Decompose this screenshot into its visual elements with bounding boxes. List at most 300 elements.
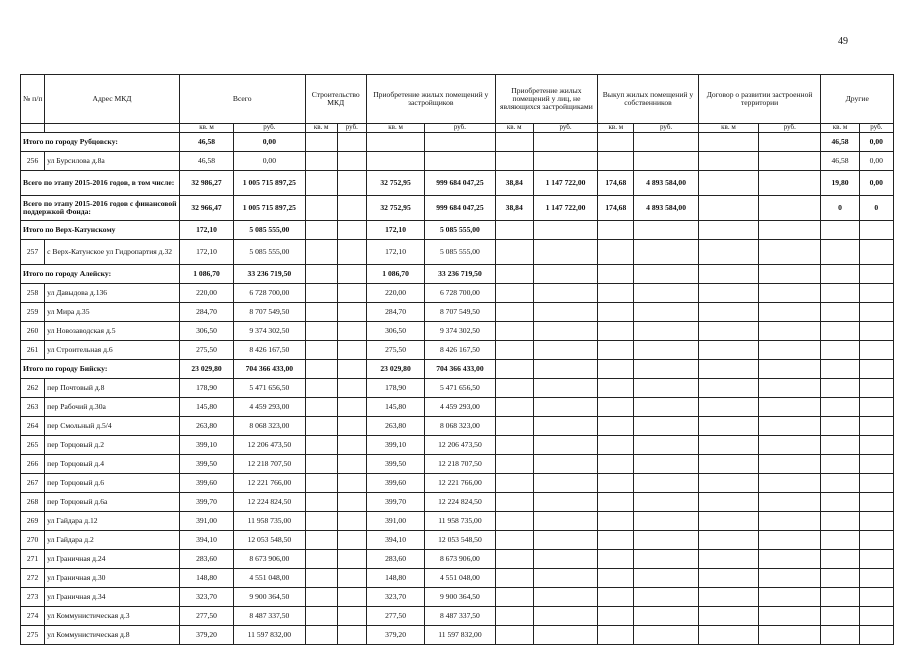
row-cell	[305, 436, 337, 455]
row-cell	[598, 588, 634, 607]
row-cell: 277,50	[179, 607, 233, 626]
row-cell: 284,70	[366, 303, 424, 322]
row-cell	[305, 379, 337, 398]
summary-label: Итого по городу Рубцовску:	[21, 133, 180, 152]
row-address: ул Гайдара д.2	[45, 531, 180, 550]
row-cell	[759, 360, 821, 379]
row-cell: 0,00	[859, 152, 893, 171]
row-cell	[337, 360, 366, 379]
row-cell	[821, 284, 859, 303]
row-cell: 5 085 555,00	[234, 240, 305, 265]
row-cell	[759, 436, 821, 455]
row-cell	[425, 152, 495, 171]
row-cell	[634, 512, 698, 531]
page-number: 49	[838, 36, 848, 47]
row-cell	[698, 436, 758, 455]
row-cell: 283,60	[366, 550, 424, 569]
row-cell	[759, 569, 821, 588]
row-cell: 284,70	[179, 303, 233, 322]
row-cell	[337, 379, 366, 398]
row-cell: 8 068 323,00	[234, 417, 305, 436]
row-cell	[821, 588, 859, 607]
row-cell	[759, 455, 821, 474]
row-cell	[821, 493, 859, 512]
row-cell	[698, 379, 758, 398]
row-cell	[305, 303, 337, 322]
table-row	[21, 607, 894, 626]
row-cell	[859, 626, 893, 645]
row-cell	[495, 152, 533, 171]
row-cell: 399,60	[366, 474, 424, 493]
row-cell	[859, 322, 893, 341]
row-address: пер Смольный д.5/4	[45, 417, 180, 436]
row-cell	[598, 152, 634, 171]
row-cell	[634, 436, 698, 455]
row-address: пер Торцовый д.6а	[45, 493, 180, 512]
row-cell: 999 684 047,25	[425, 171, 495, 196]
row-cell	[598, 512, 634, 531]
row-cell	[698, 322, 758, 341]
summary-label: Всего по этапу 2015-2016 годов, в том числе:	[21, 171, 180, 196]
row-cell	[859, 493, 893, 512]
row-cell	[821, 607, 859, 626]
header-buyout: Выкуп жилых помещений у собственников	[598, 75, 699, 124]
row-cell	[821, 221, 859, 240]
row-cell	[634, 360, 698, 379]
row-cell	[533, 284, 597, 303]
row-cell	[698, 152, 758, 171]
row-address: с Верх-Катунское ул Гидропартия д.32	[45, 240, 180, 265]
row-cell	[821, 360, 859, 379]
row-cell: 4 459 293,00	[234, 398, 305, 417]
row-cell: 8 426 167,50	[234, 341, 305, 360]
unit-label: кв. м	[179, 124, 233, 133]
row-cell	[533, 607, 597, 626]
row-cell: 145,80	[179, 398, 233, 417]
row-cell	[337, 512, 366, 531]
row-cell	[821, 303, 859, 322]
row-cell	[759, 240, 821, 265]
resettlement-table	[20, 74, 894, 645]
row-cell: 0,00	[859, 133, 893, 152]
row-cell	[495, 341, 533, 360]
row-cell	[598, 360, 634, 379]
row-cell	[759, 284, 821, 303]
row-cell	[305, 152, 337, 171]
row-cell	[337, 133, 366, 152]
row-cell	[634, 379, 698, 398]
row-cell	[759, 474, 821, 493]
row-cell	[598, 569, 634, 588]
row-cell	[337, 531, 366, 550]
unit-label: кв. м	[698, 124, 758, 133]
row-cell	[634, 455, 698, 474]
row-number: 270	[21, 531, 45, 550]
row-cell	[337, 474, 366, 493]
row-cell	[634, 417, 698, 436]
summary-row	[21, 133, 894, 152]
row-cell	[533, 569, 597, 588]
row-cell: 399,70	[179, 493, 233, 512]
row-cell: 399,50	[179, 455, 233, 474]
row-cell	[598, 379, 634, 398]
row-cell: 4 893 584,00	[634, 171, 698, 196]
row-cell	[305, 133, 337, 152]
table-row	[21, 303, 894, 322]
row-address: пер Торцовый д.2	[45, 436, 180, 455]
row-cell	[533, 588, 597, 607]
row-cell	[634, 493, 698, 512]
row-cell: 391,00	[179, 512, 233, 531]
row-cell	[821, 341, 859, 360]
row-cell	[598, 221, 634, 240]
row-cell	[337, 171, 366, 196]
row-cell	[337, 569, 366, 588]
table-row	[21, 240, 894, 265]
row-cell	[305, 341, 337, 360]
row-cell	[305, 607, 337, 626]
row-cell: 399,10	[366, 436, 424, 455]
row-cell	[495, 379, 533, 398]
row-cell	[698, 550, 758, 569]
unit-label: руб.	[234, 124, 305, 133]
row-cell: 0,00	[859, 171, 893, 196]
row-cell	[821, 455, 859, 474]
row-cell	[305, 626, 337, 645]
row-cell: 1 147 722,00	[533, 196, 597, 221]
row-cell	[821, 550, 859, 569]
row-cell	[634, 569, 698, 588]
row-cell	[495, 626, 533, 645]
row-cell	[337, 152, 366, 171]
row-cell	[305, 569, 337, 588]
row-cell	[759, 626, 821, 645]
row-cell: 5 085 555,00	[425, 221, 495, 240]
row-cell: 172,10	[179, 221, 233, 240]
row-cell	[821, 531, 859, 550]
table-row	[21, 569, 894, 588]
row-cell	[634, 607, 698, 626]
unit-label: кв. м	[821, 124, 859, 133]
row-cell	[337, 588, 366, 607]
row-cell: 9 374 302,50	[425, 322, 495, 341]
row-cell	[759, 588, 821, 607]
row-cell: 148,80	[366, 569, 424, 588]
summary-row	[21, 221, 894, 240]
row-cell	[305, 196, 337, 221]
row-cell: 220,00	[179, 284, 233, 303]
summary-row	[21, 360, 894, 379]
row-number: 258	[21, 284, 45, 303]
row-cell: 5 471 656,50	[425, 379, 495, 398]
row-cell	[533, 152, 597, 171]
row-cell: 4 551 048,00	[425, 569, 495, 588]
row-cell: 9 900 364,50	[425, 588, 495, 607]
row-cell: 704 366 433,00	[425, 360, 495, 379]
row-cell	[495, 550, 533, 569]
row-cell: 11 597 832,00	[425, 626, 495, 645]
row-cell	[533, 240, 597, 265]
row-number: 266	[21, 455, 45, 474]
row-cell	[495, 493, 533, 512]
header-address: Адрес МКД	[45, 75, 180, 124]
row-cell	[495, 398, 533, 417]
row-cell	[598, 341, 634, 360]
summary-label: Всего по этапу 2015-2016 годов с финансовой поддержкой Фонда:	[21, 196, 180, 221]
row-address: ул Граничная д.34	[45, 588, 180, 607]
row-cell: 306,50	[179, 322, 233, 341]
row-cell	[821, 398, 859, 417]
row-cell	[425, 133, 495, 152]
row-cell	[759, 152, 821, 171]
row-cell: 399,70	[366, 493, 424, 512]
unit-label: руб.	[634, 124, 698, 133]
row-address: ул Коммунистическая д.3	[45, 607, 180, 626]
row-cell	[859, 455, 893, 474]
row-cell: 12 224 824,50	[425, 493, 495, 512]
row-cell: 8 487 337,50	[425, 607, 495, 626]
row-cell	[821, 436, 859, 455]
row-cell: 11 958 735,00	[234, 512, 305, 531]
table-row	[21, 152, 894, 171]
row-cell: 5 085 555,00	[425, 240, 495, 265]
row-cell: 11 597 832,00	[234, 626, 305, 645]
row-cell	[337, 455, 366, 474]
table-row	[21, 417, 894, 436]
row-cell: 12 224 824,50	[234, 493, 305, 512]
summary-row	[21, 171, 894, 196]
row-cell: 379,20	[366, 626, 424, 645]
row-cell: 1 147 722,00	[533, 171, 597, 196]
row-cell	[759, 379, 821, 398]
row-address: ул Граничная д.24	[45, 550, 180, 569]
row-cell: 148,80	[179, 569, 233, 588]
header-territory: Договор о развитии застроенной территории	[698, 75, 821, 124]
row-cell: 399,60	[179, 474, 233, 493]
row-cell	[759, 607, 821, 626]
row-cell	[495, 455, 533, 474]
row-cell	[305, 265, 337, 284]
row-cell	[305, 512, 337, 531]
row-cell	[859, 284, 893, 303]
row-cell: 220,00	[366, 284, 424, 303]
row-cell: 5 471 656,50	[234, 379, 305, 398]
row-cell	[305, 417, 337, 436]
row-cell	[759, 265, 821, 284]
row-cell	[859, 379, 893, 398]
row-cell	[495, 417, 533, 436]
row-cell	[698, 607, 758, 626]
table-body	[21, 133, 894, 645]
unit-label: руб.	[859, 124, 893, 133]
row-cell	[698, 474, 758, 493]
row-cell: 0,00	[234, 152, 305, 171]
row-cell	[305, 588, 337, 607]
row-cell: 4 893 584,00	[634, 196, 698, 221]
row-cell	[533, 221, 597, 240]
row-cell	[859, 474, 893, 493]
row-cell: 178,90	[366, 379, 424, 398]
row-number: 263	[21, 398, 45, 417]
header-purchase-non-developers: Приобретение жилых помещений у лиц, не являющихся застройщиками	[495, 75, 598, 124]
row-cell: 394,10	[366, 531, 424, 550]
unit-label: руб.	[425, 124, 495, 133]
row-cell	[305, 550, 337, 569]
row-cell: 0	[821, 196, 859, 221]
row-address: ул Строительная д.6	[45, 341, 180, 360]
row-number: 259	[21, 303, 45, 322]
row-cell: 172,10	[366, 240, 424, 265]
row-cell	[337, 240, 366, 265]
row-cell	[305, 398, 337, 417]
row-cell	[698, 133, 758, 152]
row-cell	[495, 284, 533, 303]
unit-label: руб.	[533, 124, 597, 133]
row-cell	[495, 303, 533, 322]
row-cell	[759, 171, 821, 196]
row-number: 269	[21, 512, 45, 531]
row-cell	[533, 417, 597, 436]
row-cell: 46,58	[179, 133, 233, 152]
row-cell	[759, 133, 821, 152]
row-cell	[759, 398, 821, 417]
table-row	[21, 531, 894, 550]
row-cell	[859, 588, 893, 607]
row-cell: 38,84	[495, 196, 533, 221]
row-cell: 1 005 715 897,25	[234, 171, 305, 196]
row-cell	[634, 152, 698, 171]
row-cell	[698, 626, 758, 645]
row-cell	[533, 512, 597, 531]
row-number: 272	[21, 569, 45, 588]
row-cell	[634, 550, 698, 569]
row-cell: 283,60	[179, 550, 233, 569]
row-address: пер Рабочий д.30а	[45, 398, 180, 417]
row-cell: 32 966,47	[179, 196, 233, 221]
row-cell	[698, 569, 758, 588]
row-cell	[495, 360, 533, 379]
row-cell	[495, 221, 533, 240]
row-cell	[598, 265, 634, 284]
row-cell	[634, 284, 698, 303]
summary-row	[21, 265, 894, 284]
row-cell	[698, 398, 758, 417]
row-cell	[495, 240, 533, 265]
row-cell: 704 366 433,00	[234, 360, 305, 379]
row-cell: 4 459 293,00	[425, 398, 495, 417]
row-cell	[495, 531, 533, 550]
row-cell: 46,58	[821, 152, 859, 171]
row-cell: 6 728 700,00	[425, 284, 495, 303]
summary-row	[21, 196, 894, 221]
row-cell	[598, 493, 634, 512]
row-cell	[533, 322, 597, 341]
row-cell	[495, 436, 533, 455]
table-row	[21, 341, 894, 360]
row-cell: 8 068 323,00	[425, 417, 495, 436]
row-cell: 9 374 302,50	[234, 322, 305, 341]
row-cell: 33 236 719,50	[425, 265, 495, 284]
row-number: 256	[21, 152, 45, 171]
row-number: 260	[21, 322, 45, 341]
row-cell: 379,20	[179, 626, 233, 645]
row-cell: 32 752,95	[366, 171, 424, 196]
row-cell: 145,80	[366, 398, 424, 417]
row-cell	[533, 398, 597, 417]
row-cell: 172,10	[179, 240, 233, 265]
row-cell	[698, 512, 758, 531]
row-cell	[305, 221, 337, 240]
row-cell: 11 958 735,00	[425, 512, 495, 531]
row-cell: 32 986,27	[179, 171, 233, 196]
row-cell	[337, 196, 366, 221]
row-cell	[598, 284, 634, 303]
row-address: ул Бурсилова д.8а	[45, 152, 180, 171]
summary-label: Итого по Верх-Катунскому	[21, 221, 180, 240]
row-cell	[859, 221, 893, 240]
row-cell	[821, 474, 859, 493]
row-cell	[337, 493, 366, 512]
row-cell	[337, 341, 366, 360]
row-number: 273	[21, 588, 45, 607]
row-cell	[533, 455, 597, 474]
row-address: ул Гайдара д.12	[45, 512, 180, 531]
row-cell: 1 086,70	[179, 265, 233, 284]
row-cell: 263,80	[179, 417, 233, 436]
row-cell	[305, 360, 337, 379]
row-cell	[698, 417, 758, 436]
row-cell	[759, 417, 821, 436]
row-cell	[495, 512, 533, 531]
row-cell: 9 900 364,50	[234, 588, 305, 607]
row-cell	[305, 240, 337, 265]
row-cell	[533, 550, 597, 569]
row-cell: 306,50	[366, 322, 424, 341]
row-cell	[533, 303, 597, 322]
row-cell	[598, 240, 634, 265]
unit-label: кв. м	[598, 124, 634, 133]
table-row	[21, 455, 894, 474]
row-cell	[821, 626, 859, 645]
row-number: 275	[21, 626, 45, 645]
row-cell	[859, 531, 893, 550]
row-address: ул Граничная д.30	[45, 569, 180, 588]
row-cell: 8 707 549,50	[234, 303, 305, 322]
row-cell: 1 086,70	[366, 265, 424, 284]
row-cell	[598, 398, 634, 417]
row-cell: 32 752,95	[366, 196, 424, 221]
row-cell	[759, 303, 821, 322]
row-address: ул Мира д.35	[45, 303, 180, 322]
row-cell	[634, 341, 698, 360]
row-cell	[533, 474, 597, 493]
row-address: пер Почтовый д.8	[45, 379, 180, 398]
header-construction: Строительство МКД	[305, 75, 366, 124]
row-cell	[366, 152, 424, 171]
row-cell: 6 728 700,00	[234, 284, 305, 303]
row-cell	[533, 493, 597, 512]
row-address: ул Новозаводская д.5	[45, 322, 180, 341]
row-cell: 38,84	[495, 171, 533, 196]
summary-label: Итого по городу Бийску:	[21, 360, 180, 379]
row-cell	[533, 133, 597, 152]
row-address: пер Торцовый д.4	[45, 455, 180, 474]
row-cell	[859, 569, 893, 588]
row-cell: 12 053 548,50	[425, 531, 495, 550]
row-cell	[337, 607, 366, 626]
row-cell	[337, 436, 366, 455]
row-number: 262	[21, 379, 45, 398]
